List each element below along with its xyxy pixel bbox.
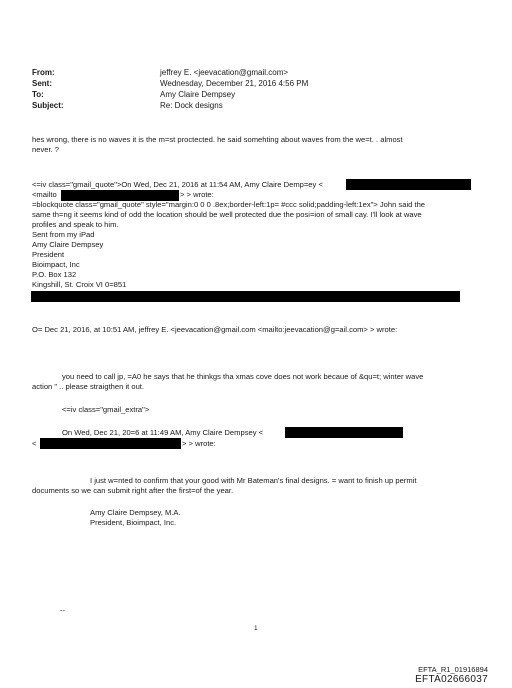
from-value: jeffrey E. <jeevacation@gmail.com> <box>160 68 289 77</box>
quote-line: <=iv class="gmail_quote">On Wed, Dec 21, 2016 at 11:54 AM, Amy Claire Demp=ey < <box>32 180 323 189</box>
quote-header-line: O= Dec 21, 2016, at 10:51 AM, jeffrey E. <jeevacation@gmail.com <mailto:jeevacation@g=ail.com> > wrote: <box>32 325 398 334</box>
signature-line: P.O. Box 132 <box>32 270 77 279</box>
signature-line: President, Bioimpact, Inc. <box>90 518 177 527</box>
redaction-box <box>40 438 181 449</box>
quote-header-line: > > wrote: <box>182 439 216 448</box>
subject-value: Re: Dock designs <box>160 101 223 110</box>
quote-line: =blockquote class="gmail_quote" style="margin:0 0 0 .8ex;border-left:1p= #ccc solid;padding-left:1ex"> John said the <box>32 200 426 209</box>
body-line: hes wrong, there is no waves it is the m=st proctected. he said somehting about waves from the we=t. . almost <box>32 135 403 144</box>
page-number: 1 <box>254 625 258 632</box>
quote-line: > > wrote: <box>180 190 214 199</box>
doc-id-large: EFTA02666037 <box>415 674 488 685</box>
signature-line: Sent from my iPad <box>32 230 95 239</box>
signature-dash: -- <box>60 606 66 615</box>
quote-line: profiles and speak to him. <box>32 220 119 229</box>
body-line: action " .. please straigthen it out. <box>32 382 145 391</box>
quote-header-line: < <box>32 439 37 448</box>
signature-line: Amy Claire Dempsey <box>32 240 104 249</box>
from-label: From: <box>32 68 55 77</box>
quote-line: <mailto <box>32 190 57 199</box>
subject-label: Subject: <box>32 101 64 110</box>
to-value: Amy Claire Dempsey <box>160 90 236 99</box>
quote-header-line: On Wed, Dec 21, 20=6 at 11:49 AM, Amy Claire Dempsey < <box>62 428 264 437</box>
signature-line: President <box>32 250 65 259</box>
body-line: you need to call jp, =A0 he says that he thinkgs tha xmas cove does not work becaue of &qu=t; winter wave <box>62 372 424 381</box>
redaction-box <box>31 291 460 302</box>
signature-line: Kingshill, St. Croix VI 0=851 <box>32 280 127 289</box>
quote-line: same th=ng it seems kind of odd the location should be well protected due the posi=ion of small cay. I'll look at wave <box>32 210 422 219</box>
redaction-box <box>346 179 471 190</box>
body-line: <=iv class="gmail_extra"> <box>62 405 150 414</box>
redaction-box <box>285 427 403 438</box>
sent-label: Sent: <box>32 79 52 88</box>
to-label: To: <box>32 90 44 99</box>
body-line: I just w=nted to confirm that your good with Mr Bateman's final designs. = want to finish up permit <box>90 476 417 485</box>
body-line: documents so we can submit right after the first=of the year. <box>32 486 234 495</box>
body-line: never. ? <box>32 145 60 154</box>
doc-id-small: EFTA_R1_01916894 <box>418 665 488 674</box>
signature-line: Bioimpact, Inc <box>32 260 80 269</box>
signature-line: Amy Claire Dempsey, M.A. <box>90 508 181 517</box>
sent-value: Wednesday, December 21, 2016 4:56 PM <box>160 79 309 88</box>
